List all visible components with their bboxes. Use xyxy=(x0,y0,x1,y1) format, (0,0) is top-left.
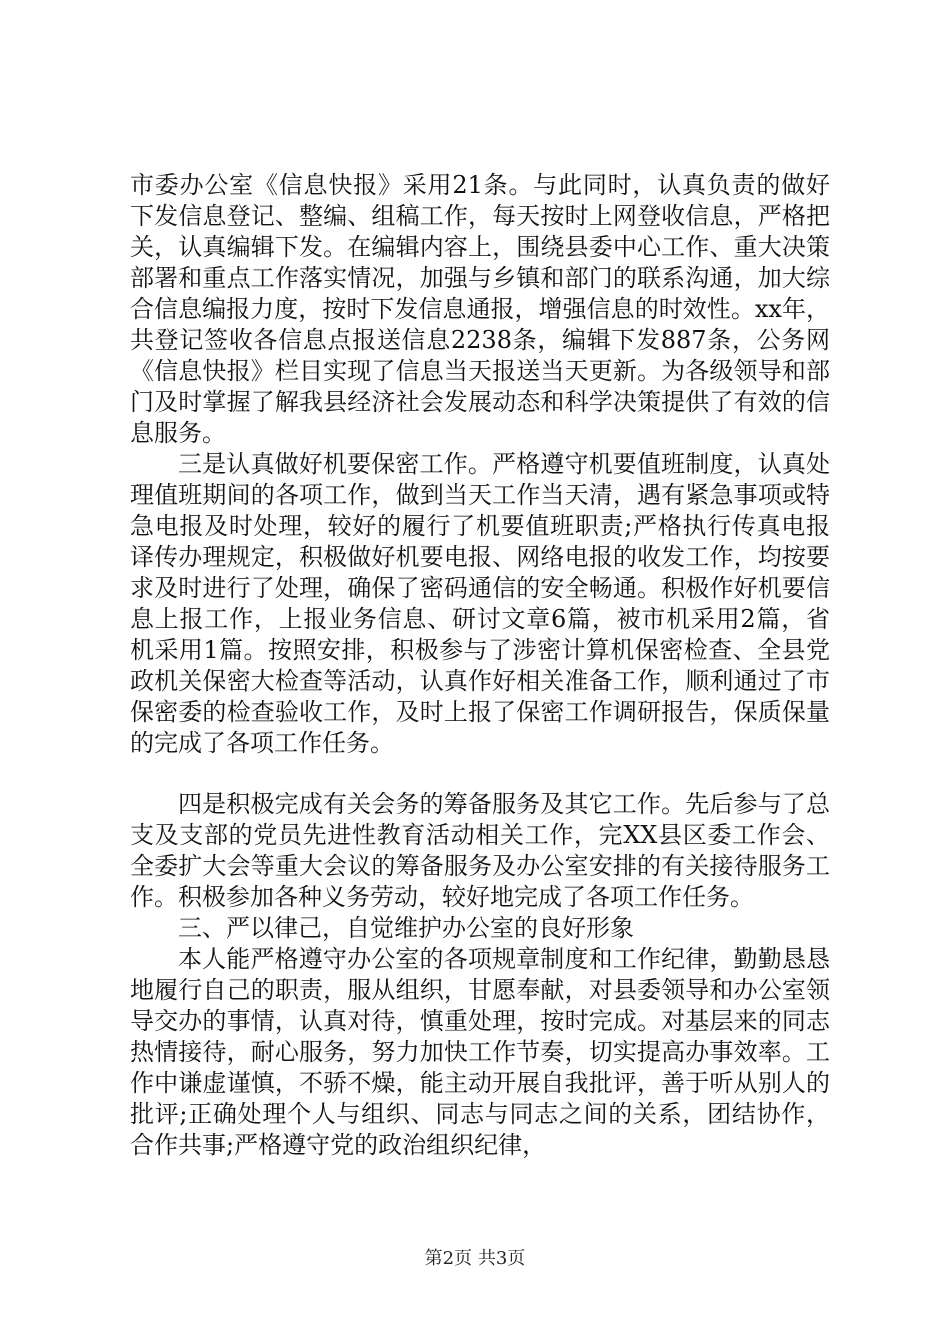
section-heading-self-discipline: 三、严以律己，自觉维护办公室的良好形象 xyxy=(178,914,634,942)
paragraph-confidential-work: 三是认真做好机要保密工作。严格遵守机要值班制度，认真处理值班期间的各项工作，做到当天工作当天清，遇有紧急事项或特急电报及时处理，较好的履行了机要值班职责;严格执行传真电报译传办理规定，积极做好机要电报、网络电报的收发工作，均按要求及时进行了处理，确保了密码通信的安全畅通。积极作好机要信息上报工作，上报业务信息、研讨文章6篇，被市机采用2篇，省机采用1篇。按照安排，积极参与了涉密计算机保密检查、全县党政机关保密大检查等活动，认真作好相关准备工作，顺利通过了市保密委的检查验收工作，及时上报了保密工作调研报告，保质保量的完成了各项工作任务。 xyxy=(130,450,830,757)
document-body xyxy=(130,170,830,1161)
paragraph-self-discipline: 本人能严格遵守办公室的各项规章制度和工作纪律，勤勤恳恳地履行自己的职责，服从组织，甘愿奉献，对县委领导和办公室领导交办的事情，认真对待，慎重处理，按时完成。对基层来的同志热情接待，耐心服务，努力加快工作节奏，切实提高办事效率。工作中谦虚谨慎，不骄不燥，能主动开展自我批评，善于听从别人的批评;正确处理个人与组织、同志与同志之间的关系，团结协作，合作共事;严格遵守党的政治组织纪律， xyxy=(130,945,830,1159)
page-footer: 第2页 共3页 xyxy=(424,1248,526,1269)
paragraph-meeting-services: 四是积极完成有关会务的筹备服务及其它工作。先后参与了总支及支部的党员先进性教育活动相关工作，完XX县区委工作会、全委扩大会等重大会议的筹备服务及办公室安排的有关接待服务工作。积极参加各种义务劳动，较好地完成了各项工作任务。 xyxy=(130,790,830,911)
paragraph-info-report: 市委办公室《信息快报》采用21条。与此同时，认真负责的做好下发信息登记、整编、组稿工作，每天按时上网登收信息，严格把关，认真编辑下发。在编辑内容上，围绕县委中心工作、重大决策部署和重点工作落实情况，加强与乡镇和部门的联系沟通，加大综合信息编报力度，按时下发信息通报，增强信息的时效性。xx年，共登记签收各信息点报送信息2238条，编辑下发887条，公务网《信息快报》栏目实现了信息当天报送当天更新。为各级领导和部门及时掌握了解我县经济社会发展动态和科学决策提供了有效的信息服务。 xyxy=(130,171,830,447)
